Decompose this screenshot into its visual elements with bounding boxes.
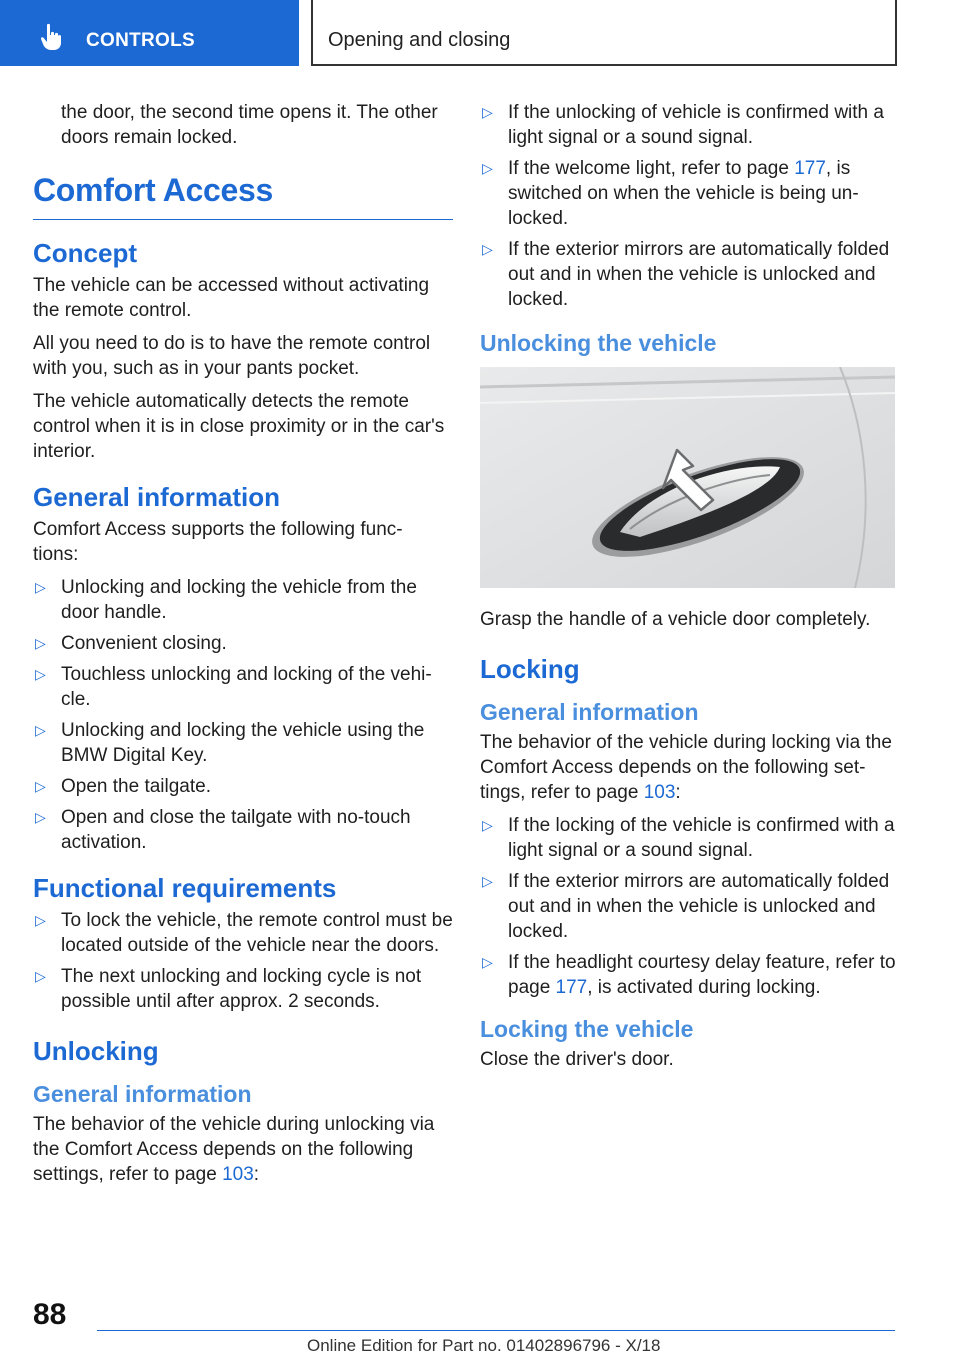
page-reference-link[interactable]: 177 [555, 977, 588, 998]
bullet-triangle-icon: ▷ [482, 873, 493, 889]
list-item: ▷ Unlocking and locking the vehicle using the BMW Digital Key. [35, 720, 425, 766]
bullet-triangle-icon: ▷ [482, 954, 493, 970]
bullet-triangle-icon: ▷ [482, 817, 493, 833]
list-item: ▷ If the unlocking of vehicle is confirmed with a light signal or a sound signal. [482, 102, 884, 148]
bullet-triangle-icon: ▷ [35, 579, 46, 595]
list-item: ▷ Open the tailgate. [35, 776, 211, 797]
locking-general-text: The behavior of the vehicle during locking via the Comfort Access depends on the following set- tings, refer to page 103: [480, 732, 892, 803]
general-information-text: Comfort Access supports the following func- tions: [33, 519, 403, 565]
concept-paragraph-2: All you need to do is to have the remote control with you, such as in your pants pocket. [33, 333, 431, 379]
page-reference-link[interactable]: 177 [794, 158, 826, 179]
requirements-list [33, 908, 453, 1014]
list-item: ▷ If the headlight courtesy delay feature, refer to page 177, is activated during locking. [482, 952, 896, 998]
list-item: ▷ The next unlocking and locking cycle is not possible until after approx. 2 seconds. [35, 966, 422, 1012]
bullet-triangle-icon: ▷ [482, 160, 493, 176]
bullet-triangle-icon: ▷ [35, 635, 46, 651]
concept-paragraph-3: The vehicle automatically detects the remote control when it is in close proximity or in the car's interior. [33, 391, 445, 462]
intro-paragraph: the door, the second time opens it. The other doors remain locked. [61, 102, 438, 148]
concept-paragraph-1: The vehicle can be accessed without activating the remote control. [33, 275, 430, 321]
page-reference-link[interactable]: 103 [643, 782, 676, 803]
bullet-triangle-icon: ▷ [482, 241, 493, 257]
comfort-access-heading: Comfort Access [33, 172, 453, 220]
bullet-triangle-icon: ▷ [35, 968, 46, 984]
chapter-tab[interactable] [0, 0, 299, 66]
locking-general-information-heading: General information [480, 699, 699, 725]
bullet-triangle-icon: ▷ [35, 809, 46, 825]
list-item: ▷ If the exterior mirrors are automatically folded out and in when the vehicle is unlocked and locked. [482, 871, 890, 942]
locking-vehicle-heading: Locking the vehicle [480, 1016, 694, 1042]
right-column [480, 100, 900, 1080]
bullet-triangle-icon: ▷ [35, 778, 46, 794]
unlocking-general-text: The behavior of the vehicle during unlocking via the Comfort Access depends on the following settings, refer to page 103: [33, 1114, 435, 1185]
list-item: ▷ Convenient closing. [35, 633, 227, 654]
bullet-triangle-icon: ▷ [482, 104, 493, 120]
bullet-triangle-icon: ▷ [35, 722, 46, 738]
general-information-heading: General information [33, 482, 281, 512]
functional-requirements-heading: Functional requirements [33, 873, 337, 903]
bullet-triangle-icon: ▷ [35, 666, 46, 682]
left-column [33, 100, 453, 1195]
list-item: ▷ Unlocking and locking the vehicle from the door handle. [35, 577, 417, 623]
list-item: ▷ To lock the vehicle, the remote control must be located outside of the vehicle near the doors. [35, 910, 453, 956]
page-reference-link[interactable]: 103 [222, 1164, 254, 1185]
lock-settings-list [480, 813, 900, 1000]
locking-heading: Locking [480, 654, 580, 684]
section-title: Opening and closing [328, 29, 511, 51]
bullet-triangle-icon: ▷ [35, 912, 46, 928]
footer-divider [97, 1330, 895, 1331]
unlocking-general-information-heading: General information [33, 1081, 252, 1107]
locking-vehicle-text: Close the driver's door. [480, 1049, 674, 1070]
section-title-box [311, 0, 897, 66]
unlocking-heading: Unlocking [33, 1036, 159, 1066]
list-item: ▷ Touchless unlocking and locking of the vehi- cle. [35, 664, 432, 710]
concept-heading: Concept [33, 238, 137, 268]
chapter-tab-label: CONTROLS [86, 30, 196, 51]
unlocking-vehicle-heading: Unlocking the vehicle [480, 330, 717, 356]
list-item: ▷ If the exterior mirrors are automatically folded out and in when the vehicle is unlocked and locked. [482, 239, 890, 310]
list-item: ▷ If the locking of the vehicle is confirmed with a light signal or a sound signal. [482, 815, 895, 861]
functions-list [33, 575, 453, 855]
list-item: ▷ Open and close the tailgate with no-touch activation. [35, 807, 411, 853]
pointing-hand-icon [36, 22, 66, 52]
door-handle-illustration [480, 367, 895, 588]
edition-footer: Online Edition for Part no. 01402896796 - X/18 [307, 1336, 661, 1355]
unlock-settings-list [480, 100, 900, 312]
page-number: 88 [33, 1298, 67, 1331]
list-item: ▷ If the welcome light, refer to page 177, is switched on when the vehicle is being un- locked. [482, 158, 859, 229]
photo-caption: Grasp the handle of a vehicle door completely. [480, 609, 871, 630]
